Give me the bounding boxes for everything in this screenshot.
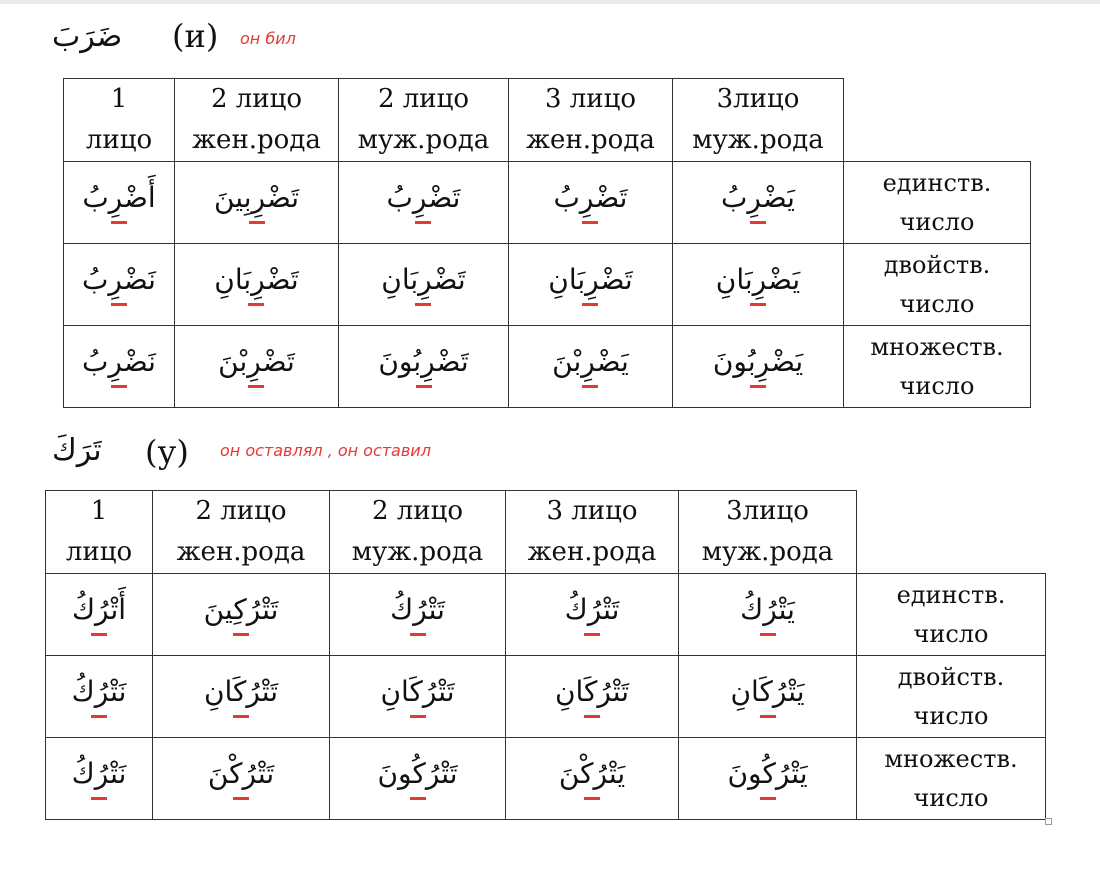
empty-cell bbox=[857, 491, 1046, 574]
verb-form-cell: يَتْرُكَانِ bbox=[679, 656, 857, 738]
verb-form-cell: تَضْرِبُونَ bbox=[339, 326, 509, 408]
verb-form-cell: تَتْرُكَانِ bbox=[153, 656, 330, 738]
red-underline-mark bbox=[582, 385, 598, 388]
red-underline-mark bbox=[248, 385, 264, 388]
header-cell: 1 лицо bbox=[64, 79, 175, 162]
number-label: двойств. число bbox=[857, 656, 1046, 738]
header-row bbox=[64, 79, 1031, 162]
red-underline-mark bbox=[760, 715, 776, 718]
top-edge bbox=[0, 0, 1100, 4]
verb-form-cell: يَتْرُكُونَ bbox=[679, 738, 857, 820]
table-row bbox=[46, 738, 1046, 820]
verb-form-cell: تَضْرِبُ bbox=[509, 162, 673, 244]
header-cell: 3лицо муж.рода bbox=[679, 491, 857, 574]
verb-form-cell: يَضْرِبْنَ bbox=[509, 326, 673, 408]
verb-form-cell: يَضْرِبُ bbox=[673, 162, 844, 244]
red-underline-mark bbox=[111, 385, 127, 388]
verb-form-cell: يَتْرُكْنَ bbox=[506, 738, 679, 820]
number-label: единств. число bbox=[857, 574, 1046, 656]
red-underline-mark bbox=[584, 633, 600, 636]
red-underline-mark bbox=[584, 715, 600, 718]
number-label: множеств. число bbox=[844, 326, 1031, 408]
red-underline-mark bbox=[91, 633, 107, 636]
verb-form-cell: تَتْرُكْنَ bbox=[153, 738, 330, 820]
red-underline-mark bbox=[415, 303, 431, 306]
red-underline-mark bbox=[750, 303, 766, 306]
vowel-marker-2: (у) bbox=[145, 433, 189, 471]
red-underline-mark bbox=[410, 797, 426, 800]
red-underline-mark bbox=[582, 303, 598, 306]
header-row bbox=[46, 491, 1046, 574]
red-underline-mark bbox=[248, 303, 264, 306]
table-row bbox=[64, 244, 1031, 326]
verb-form-cell: يَضْرِبَانِ bbox=[673, 244, 844, 326]
header-cell: 2 лицо жен.рода bbox=[153, 491, 330, 574]
verb-form-cell: نَضْرِبُ bbox=[64, 244, 175, 326]
header-cell: 3лицо муж.рода bbox=[673, 79, 844, 162]
vowel-marker-1: (и) bbox=[172, 17, 219, 55]
header-cell: 2 лицо жен.рода bbox=[175, 79, 339, 162]
verb-form-cell: تَضْرِبَانِ bbox=[339, 244, 509, 326]
verb-form-cell: يَضْرِبُونَ bbox=[673, 326, 844, 408]
table-row bbox=[64, 162, 1031, 244]
red-underline-mark bbox=[415, 221, 431, 224]
header-cell: 2 лицо муж.рода bbox=[330, 491, 506, 574]
red-underline-mark bbox=[91, 715, 107, 718]
verb-form-cell: أَضْرِبُ bbox=[64, 162, 175, 244]
number-label: единств. число bbox=[844, 162, 1031, 244]
meaning-1: он бил bbox=[240, 29, 296, 48]
red-underline-mark bbox=[750, 385, 766, 388]
red-underline-mark bbox=[111, 303, 127, 306]
red-underline-mark bbox=[111, 221, 127, 224]
red-underline-mark bbox=[91, 797, 107, 800]
verb-form-cell: تَضْرِبَانِ bbox=[509, 244, 673, 326]
red-underline-mark bbox=[760, 797, 776, 800]
header-cell: 3 лицо жен.рода bbox=[509, 79, 673, 162]
conjugation-table-daraba bbox=[63, 78, 1031, 408]
number-label: множеств. число bbox=[857, 738, 1046, 820]
red-underline-mark bbox=[233, 633, 249, 636]
verb-form-cell: تَتْرُكُونَ bbox=[330, 738, 506, 820]
table-row bbox=[64, 326, 1031, 408]
header-cell: 1 лицо bbox=[46, 491, 153, 574]
verb-form-cell: تَتْرُكَانِ bbox=[330, 656, 506, 738]
header-cell: 3 лицо жен.рода bbox=[506, 491, 679, 574]
red-underline-mark bbox=[249, 221, 265, 224]
verb-form-cell: تَضْرِبْنَ bbox=[175, 326, 339, 408]
red-underline-mark bbox=[750, 221, 766, 224]
resize-handle[interactable] bbox=[1045, 818, 1052, 825]
red-underline-mark bbox=[410, 633, 426, 636]
verb-daraba: ضَرَبَ bbox=[52, 19, 123, 54]
verb-form-cell: يَتْرُكُ bbox=[679, 574, 857, 656]
verb-form-cell: تَضْرِبِينَ bbox=[175, 162, 339, 244]
conjugation-table-taraka bbox=[45, 490, 1046, 820]
verb-form-cell: تَتْرُكَانِ bbox=[506, 656, 679, 738]
verb-form-cell: نَتْرُكُ bbox=[46, 656, 153, 738]
header-cell: 2 лицо муж.рода bbox=[339, 79, 509, 162]
red-underline-mark bbox=[760, 633, 776, 636]
red-underline-mark bbox=[416, 385, 432, 388]
red-underline-mark bbox=[582, 221, 598, 224]
verb-taraka: تَرَكَ bbox=[52, 433, 102, 468]
number-label: двойств. число bbox=[844, 244, 1031, 326]
red-underline-mark bbox=[233, 797, 249, 800]
verb-form-cell: تَتْرُكِينَ bbox=[153, 574, 330, 656]
verb-form-cell: تَتْرُكُ bbox=[506, 574, 679, 656]
red-underline-mark bbox=[584, 797, 600, 800]
table-row bbox=[46, 574, 1046, 656]
verb-form-cell: نَتْرُكُ bbox=[46, 738, 153, 820]
verb-form-cell: تَتْرُكُ bbox=[330, 574, 506, 656]
empty-cell bbox=[844, 79, 1031, 162]
red-underline-mark bbox=[233, 715, 249, 718]
verb-form-cell: أَتْرُكُ bbox=[46, 574, 153, 656]
verb-form-cell: تَضْرِبُ bbox=[339, 162, 509, 244]
meaning-2: он оставлял , он оставил bbox=[220, 441, 431, 460]
table-row bbox=[46, 656, 1046, 738]
verb-form-cell: تَضْرِبَانِ bbox=[175, 244, 339, 326]
red-underline-mark bbox=[410, 715, 426, 718]
verb-form-cell: نَضْرِبُ bbox=[64, 326, 175, 408]
